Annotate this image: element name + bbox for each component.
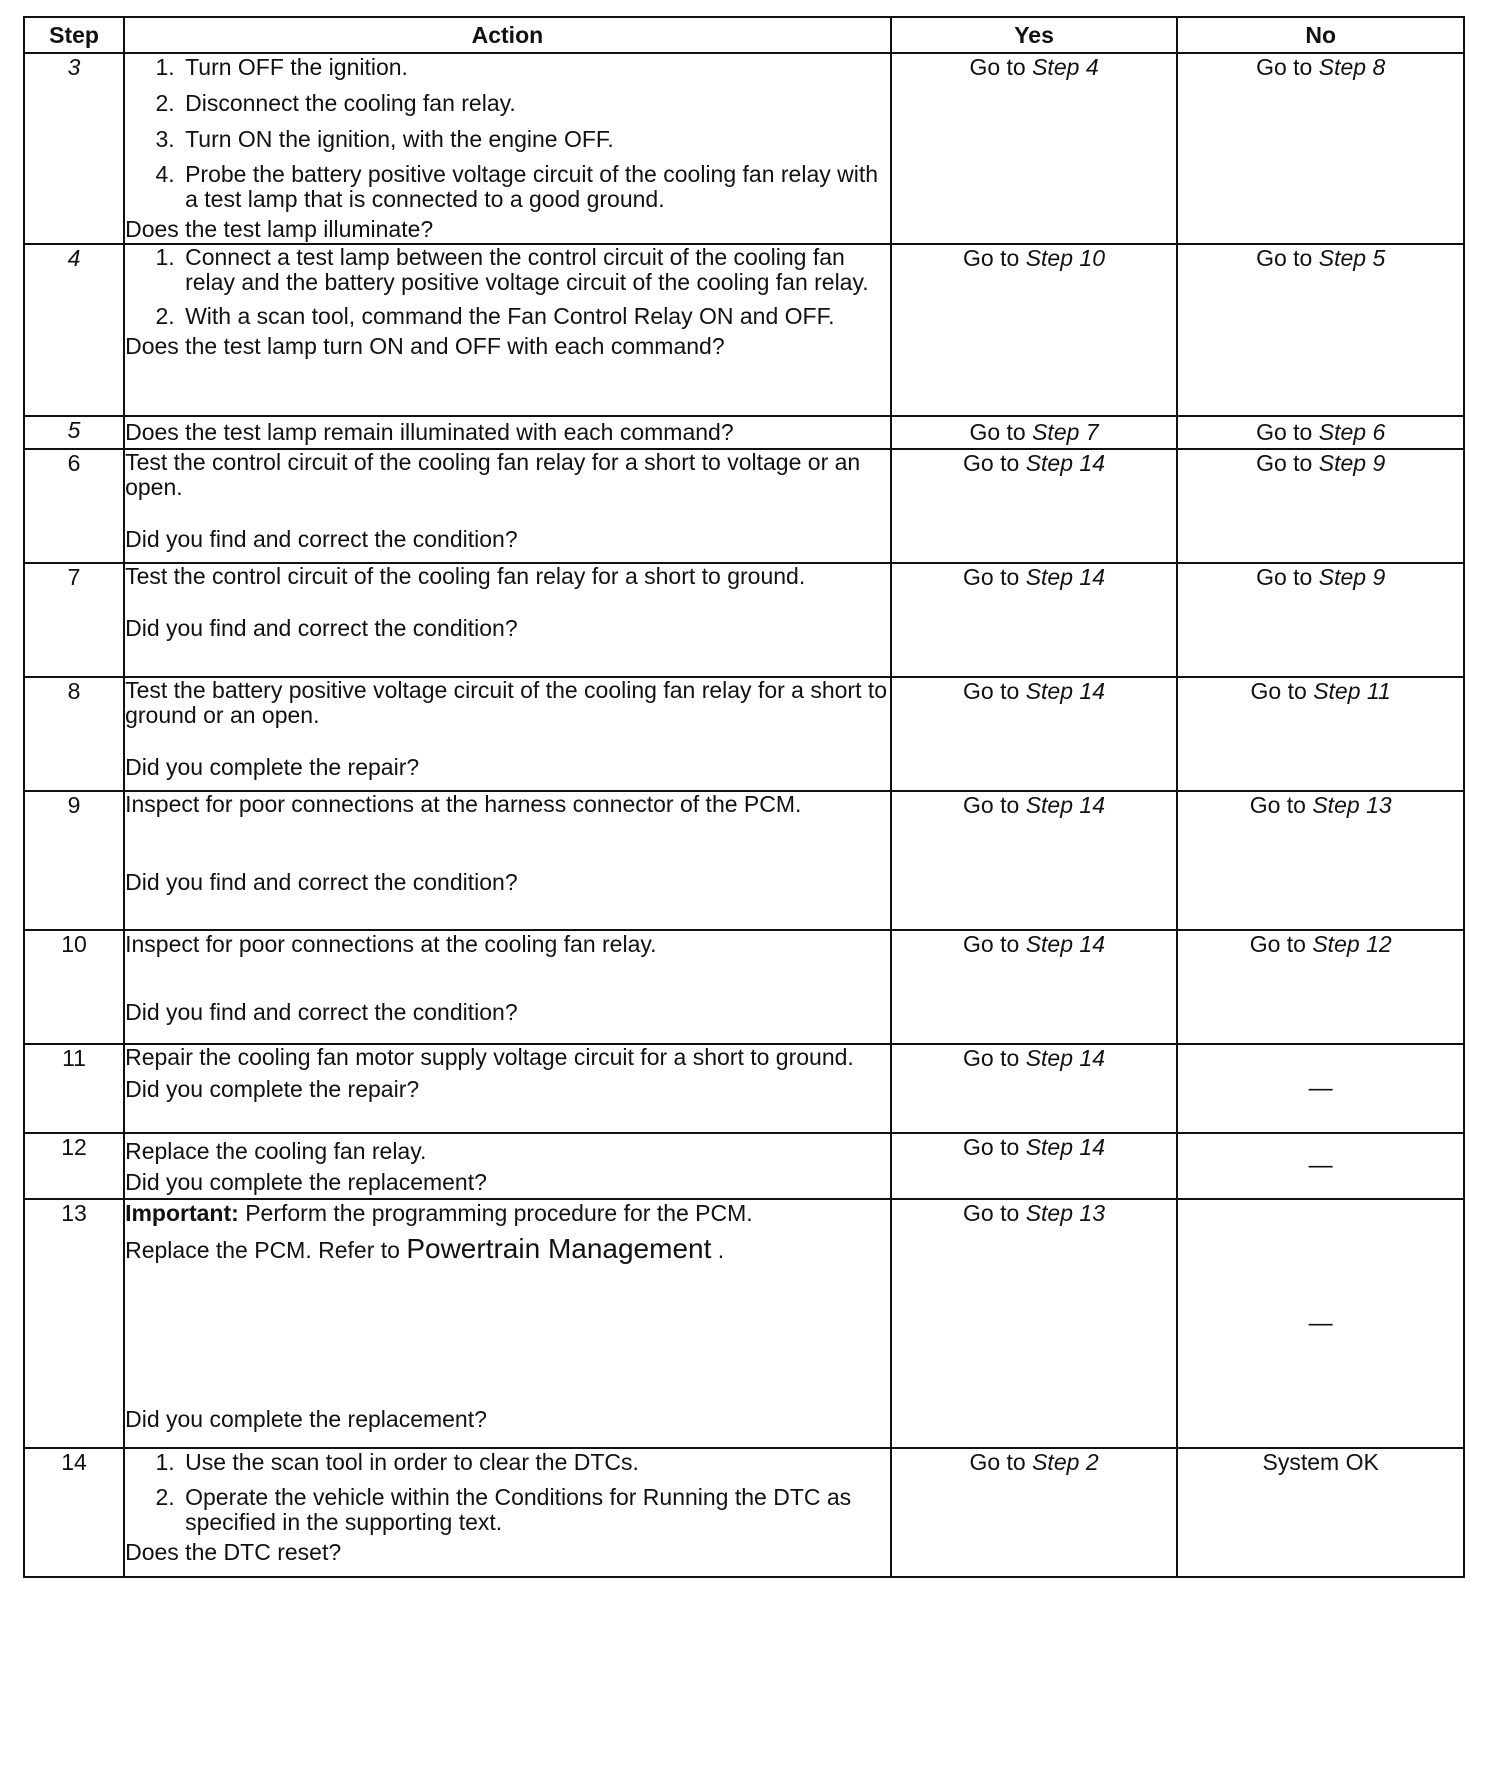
go-to-prefix: Go to [963, 450, 1020, 476]
go-to-prefix: Go to [1250, 678, 1307, 704]
action-list [125, 54, 890, 212]
step-word: Step [1318, 450, 1367, 476]
step-word: Step [1032, 419, 1080, 445]
step-word: Step [1312, 931, 1360, 957]
action-text: Inspect for poor connections at the cooling fan relay. [125, 931, 657, 957]
no-cell [1177, 563, 1464, 677]
no-cell [1177, 244, 1464, 416]
action-text: Test the control circuit of the cooling fan relay for a short to ground. [125, 563, 806, 589]
yes-step-ref: 13 [1079, 1200, 1106, 1226]
yes-cell [891, 416, 1178, 449]
action-cell [124, 1044, 891, 1133]
list-item: 2. Disconnect the cooling fan relay. [181, 90, 890, 117]
action-question: Does the test lamp illuminate? [125, 216, 434, 242]
action-text: Test the control circuit of the cooling fan relay for a short to voltage or an open. [125, 449, 861, 500]
action-text: Repair the cooling fan motor supply voltage circuit for a short to ground. [125, 1044, 854, 1070]
no-dash: — [1308, 1074, 1333, 1102]
step-word: Step [1025, 564, 1074, 590]
action-question: Did you complete the repair? [125, 1076, 420, 1102]
header-step: Step [24, 17, 124, 53]
header-action: Action [124, 17, 891, 53]
go-to-prefix: Go to [1256, 564, 1313, 590]
action-question: Does the test lamp turn ON and OFF with each command? [125, 333, 725, 359]
action-question: Did you find and correct the condition? [125, 615, 518, 641]
action-list [125, 1449, 890, 1535]
yes-cell [891, 1448, 1178, 1577]
step-number: 8 [24, 677, 124, 791]
no-cell [1177, 677, 1464, 791]
step-word: Step [1025, 1134, 1074, 1160]
action-list [125, 245, 890, 329]
no-cell [1177, 930, 1464, 1044]
action-cell [124, 677, 891, 791]
important-text: Perform the programming procedure for the PCM. [238, 1200, 753, 1226]
step-word: Step [1318, 419, 1367, 445]
go-to-prefix: Go to [1256, 450, 1313, 476]
go-to-prefix: Go to [963, 245, 1020, 271]
action-question: Did you find and correct the condition? [125, 999, 518, 1025]
yes-step-ref: 2 [1085, 1449, 1099, 1475]
yes-cell [891, 677, 1178, 791]
step-word: Step [1025, 245, 1074, 271]
step-word: Step [1032, 1449, 1080, 1475]
no-cell [1177, 53, 1464, 244]
list-item: 1. Use the scan tool in order to clear the DTCs. [181, 1449, 890, 1476]
table-row [24, 1044, 1464, 1133]
system-ok-text: System OK [1262, 1449, 1379, 1475]
action-cell [124, 930, 891, 1044]
action-text: Inspect for poor connections at the harness connector of the PCM. [125, 791, 802, 817]
table-row [24, 1133, 1464, 1199]
yes-step-ref: 14 [1079, 931, 1106, 957]
header-yes: Yes [891, 17, 1178, 53]
step-word: Step [1025, 450, 1074, 476]
step-word: Step [1025, 1045, 1074, 1071]
yes-cell [891, 791, 1178, 930]
no-cell [1177, 1448, 1464, 1577]
action-cell [124, 1133, 891, 1199]
yes-step-ref: 10 [1079, 245, 1106, 271]
action-text: Replace the cooling fan relay. [125, 1138, 427, 1164]
diagnostic-table-sheet [23, 16, 1465, 1578]
step-number: 6 [24, 449, 124, 563]
step-word: Step [1025, 931, 1074, 957]
action-question: Did you complete the replacement? [125, 1169, 487, 1195]
go-to-prefix: Go to [1256, 419, 1313, 445]
no-cell [1177, 1133, 1464, 1199]
yes-cell [891, 930, 1178, 1044]
go-to-prefix: Go to [963, 1200, 1020, 1226]
table-row [24, 449, 1464, 563]
no-step-ref: 5 [1372, 245, 1386, 271]
yes-step-ref: 14 [1079, 1134, 1106, 1160]
yes-cell [891, 449, 1178, 563]
yes-cell [891, 1133, 1178, 1199]
no-cell [1177, 791, 1464, 930]
action-question: Did you complete the replacement? [125, 1406, 487, 1432]
step-word: Step [1313, 678, 1361, 704]
no-step-ref: 9 [1372, 564, 1386, 590]
action-cell [124, 244, 891, 416]
action-cell [124, 791, 891, 930]
yes-step-ref: 14 [1079, 450, 1106, 476]
step-number: 5 [24, 416, 124, 449]
yes-step-ref: 7 [1085, 419, 1099, 445]
list-item: 2. With a scan tool, command the Fan Control Relay ON and OFF. [181, 304, 890, 329]
step-number: 4 [24, 244, 124, 416]
no-step-ref: 8 [1372, 54, 1386, 80]
table-row [24, 791, 1464, 930]
table-row [24, 563, 1464, 677]
go-to-prefix: Go to [963, 564, 1020, 590]
action-text [125, 1235, 890, 1264]
go-to-prefix: Go to [1256, 54, 1313, 80]
list-item: 3. Turn ON the ignition, with the engine OFF. [181, 126, 890, 153]
table-header-row [24, 17, 1464, 53]
action-question: Does the test lamp remain illuminated with each command? [125, 419, 734, 445]
action-question: Does the DTC reset? [125, 1539, 342, 1565]
table-row [24, 244, 1464, 416]
step-word: Step [1025, 1200, 1074, 1226]
table-row [24, 53, 1464, 244]
no-dash: — [1308, 1309, 1333, 1337]
yes-step-ref: 14 [1079, 678, 1106, 704]
no-cell [1177, 1044, 1464, 1133]
no-step-ref: 9 [1372, 450, 1386, 476]
step-word: Step [1318, 54, 1367, 80]
action-cell [124, 416, 891, 449]
yes-step-ref: 4 [1085, 54, 1099, 80]
action-question: Did you complete the repair? [125, 754, 420, 780]
yes-cell [891, 563, 1178, 677]
step-number: 14 [24, 1448, 124, 1577]
yes-step-ref: 14 [1079, 792, 1106, 818]
no-cell [1177, 416, 1464, 449]
action-question: Did you find and correct the condition? [125, 526, 518, 552]
powertrain-management-reference: Powertrain Management [406, 1233, 712, 1264]
go-to-prefix: Go to [969, 54, 1026, 80]
table-row [24, 677, 1464, 791]
action-cell [124, 53, 891, 244]
step-word: Step [1312, 792, 1360, 818]
no-step-ref: 12 [1366, 931, 1392, 957]
step-word: Step [1318, 245, 1367, 271]
go-to-prefix: Go to [963, 1045, 1020, 1071]
action-text-suffix: . [711, 1237, 725, 1263]
go-to-prefix: Go to [963, 1134, 1020, 1160]
step-number: 7 [24, 563, 124, 677]
no-step-ref: 6 [1372, 419, 1386, 445]
go-to-prefix: Go to [963, 792, 1020, 818]
no-step-ref: 11 [1366, 678, 1391, 704]
action-cell [124, 1199, 891, 1448]
action-question: Did you find and correct the condition? [125, 869, 518, 895]
diagnostic-table [23, 16, 1465, 1578]
no-dash: — [1308, 1152, 1333, 1179]
action-cell [124, 1448, 891, 1577]
no-cell [1177, 1199, 1464, 1448]
go-to-prefix: Go to [963, 678, 1020, 704]
step-word: Step [1032, 54, 1080, 80]
header-no: No [1177, 17, 1464, 53]
step-word: Step [1025, 678, 1074, 704]
no-cell [1177, 449, 1464, 563]
step-number: 3 [24, 53, 124, 244]
action-text-prefix: Replace the PCM. Refer to [125, 1237, 407, 1263]
action-cell [124, 449, 891, 563]
list-item: 1. Connect a test lamp between the control circuit of the cooling fan relay and the battery positive voltage circuit of the cooling fan relay. [181, 245, 890, 295]
yes-cell [891, 1044, 1178, 1133]
step-number: 11 [24, 1044, 124, 1133]
go-to-prefix: Go to [1256, 245, 1313, 271]
go-to-prefix: Go to [963, 931, 1020, 957]
step-number: 12 [24, 1133, 124, 1199]
go-to-prefix: Go to [1249, 931, 1306, 957]
step-number: 9 [24, 791, 124, 930]
yes-cell [891, 53, 1178, 244]
table-row [24, 1199, 1464, 1448]
table-row [24, 1448, 1464, 1577]
step-number: 13 [24, 1199, 124, 1448]
go-to-prefix: Go to [969, 1449, 1026, 1475]
table-row [24, 930, 1464, 1044]
list-item: 1. Turn OFF the ignition. [181, 54, 890, 81]
step-word: Step [1025, 792, 1074, 818]
go-to-prefix: Go to [1249, 792, 1306, 818]
important-label: Important: [125, 1200, 239, 1226]
action-cell [124, 563, 891, 677]
table-row [24, 416, 1464, 449]
yes-cell [891, 1199, 1178, 1448]
yes-step-ref: 14 [1079, 1045, 1106, 1071]
important-note [125, 1200, 890, 1227]
go-to-prefix: Go to [969, 419, 1026, 445]
step-word: Step [1318, 564, 1367, 590]
yes-step-ref: 14 [1079, 564, 1106, 590]
list-item: 2. Operate the vehicle within the Conditions for Running the DTC as specified in the supporting text. [181, 1485, 890, 1535]
list-item: 4. Probe the battery positive voltage circuit of the cooling fan relay with a test lamp that is connected to a good ground. [181, 162, 890, 212]
no-step-ref: 13 [1366, 792, 1392, 818]
action-text: Test the battery positive voltage circuit of the cooling fan relay for a short to ground or an open. [125, 677, 888, 728]
yes-cell [891, 244, 1178, 416]
step-number: 10 [24, 930, 124, 1044]
